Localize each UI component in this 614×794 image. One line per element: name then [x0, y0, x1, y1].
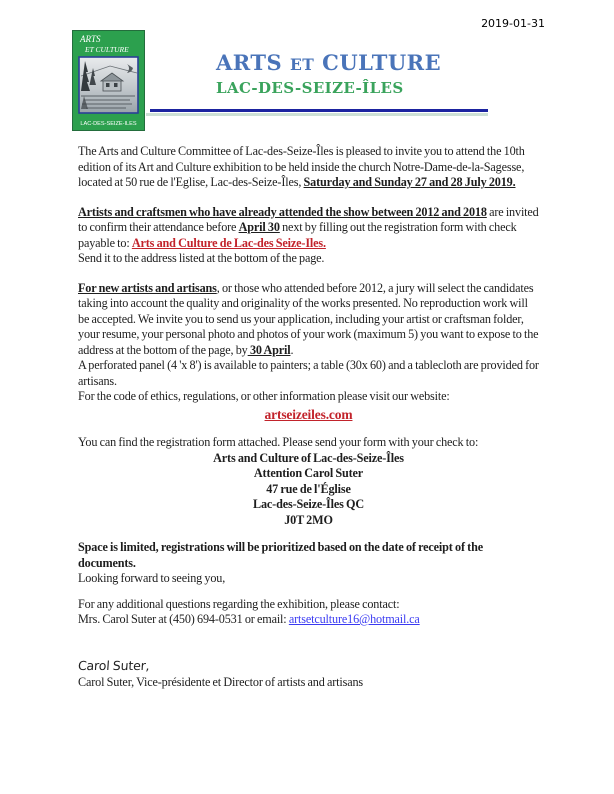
org-title [216, 50, 441, 75]
address-line-city: Lac-des-Seize-Îles QC [253, 497, 364, 511]
header-rule-shadow [146, 113, 488, 116]
contact-intro: For any additional questions regarding the exhibition, please contact: [78, 596, 400, 611]
text-segment: . [290, 342, 294, 357]
logo-text-arts: ARTS [80, 34, 101, 44]
contact-info [78, 597, 539, 628]
signature-typed: Carol Suter, Vice-présidente et Director of artists and artisans [78, 675, 364, 689]
paragraph-panel-info [78, 358, 539, 405]
logo-text-et-culture: ET CULTURE [85, 45, 129, 54]
text-segment: A perforated panel (4 'x 8') is available to painters; a table (30x 60) and a tablecloth are provided for artisans. [78, 358, 539, 388]
header-rule [150, 109, 488, 112]
address-line-org: Arts and Culture of Lac-des-Seize-Îles [213, 450, 404, 465]
website-link[interactable]: artseizeiles.com [264, 406, 353, 422]
title-part-arts: ARTS [216, 50, 290, 75]
text-segment: The Arts and Culture Committee of Lac-des-Seize-Îles is pleased to invite you to attend the 10th edition of its Art and Culture exhibition to be held inside the church Notre-Dame-de-la-Sagesse, located at 50 rue de l'Eglise, Lac-des-Seize-Îles, [78, 144, 525, 189]
text-segment: are invited to confirm their attendance before [78, 204, 539, 234]
text-segment: Send it to the address listed at the bottom of the page. [78, 251, 325, 265]
letter-body [78, 144, 539, 691]
title-part-et: ET [289, 55, 315, 74]
document-date: 2019-01-31 [481, 17, 545, 30]
text-segment: For new artists and artisans [78, 280, 217, 295]
space-limited-note: Space is limited, registrations will be prioritized based on the date of receipt of the documents. [78, 540, 483, 570]
text-segment: , or those who attended before 2012, a jury will select the candidates taking into account the quality and originality of the works presented. No reproduction work will be accepted. We invite you to send us your application, including your artist or craftsman folder, your resume, your personal photo and photos of your work (maximum 5) you want to expose to the address at the bottom of the page, by [78, 280, 539, 357]
text-segment: 30 April [247, 342, 291, 357]
address-line-street: 47 rue de l'Église [266, 481, 351, 496]
text-segment: Saturday and Sunday 27 and 28 July 2019. [303, 175, 516, 189]
paragraph-invitation [78, 144, 539, 191]
mailing-address [78, 451, 539, 529]
closing-line: Looking forward to seeing you, [78, 571, 226, 585]
website-link-row [78, 407, 539, 424]
text-segment: April 30 [238, 220, 280, 234]
text-segment: Arts and Culture de Lac-des Seize-Iles. [131, 235, 326, 250]
email-link[interactable]: artsetculture16@hotmail.ca [288, 612, 420, 626]
arts-culture-logo [72, 30, 145, 131]
signature-handwritten: Carol Suter, [77, 657, 151, 673]
text-segment: Artists and craftsmen who have already attended the show between 2012 and 2018 [78, 204, 487, 219]
logo-text-lac-des-seize-iles: LAC-DES-SEIZE-ILES [80, 121, 137, 127]
letterhead-titles [216, 50, 441, 97]
logo-lake-sketch [79, 57, 138, 113]
contact-phone: Mrs. Carol Suter at (450) 694-0531 or email: [78, 612, 289, 626]
registration-instruction: You can find the registration form attached. Please send your form with your check to: [78, 435, 479, 449]
title-part-culture: CULTURE [314, 50, 442, 75]
org-subtitle: LAC-DES-SEIZE-ÎLES [216, 79, 404, 97]
paragraph-new-artists [78, 281, 539, 359]
text-segment: For the code of ethics, regulations, or other information please visit our website: [78, 389, 450, 403]
address-line-postal: J0T 2MO [284, 512, 333, 527]
address-line-attention: Attention Carol Suter [253, 466, 364, 480]
paragraph-returning-artists [78, 205, 539, 267]
text-segment: next by filling out the registration form with check payable to: [78, 220, 517, 250]
